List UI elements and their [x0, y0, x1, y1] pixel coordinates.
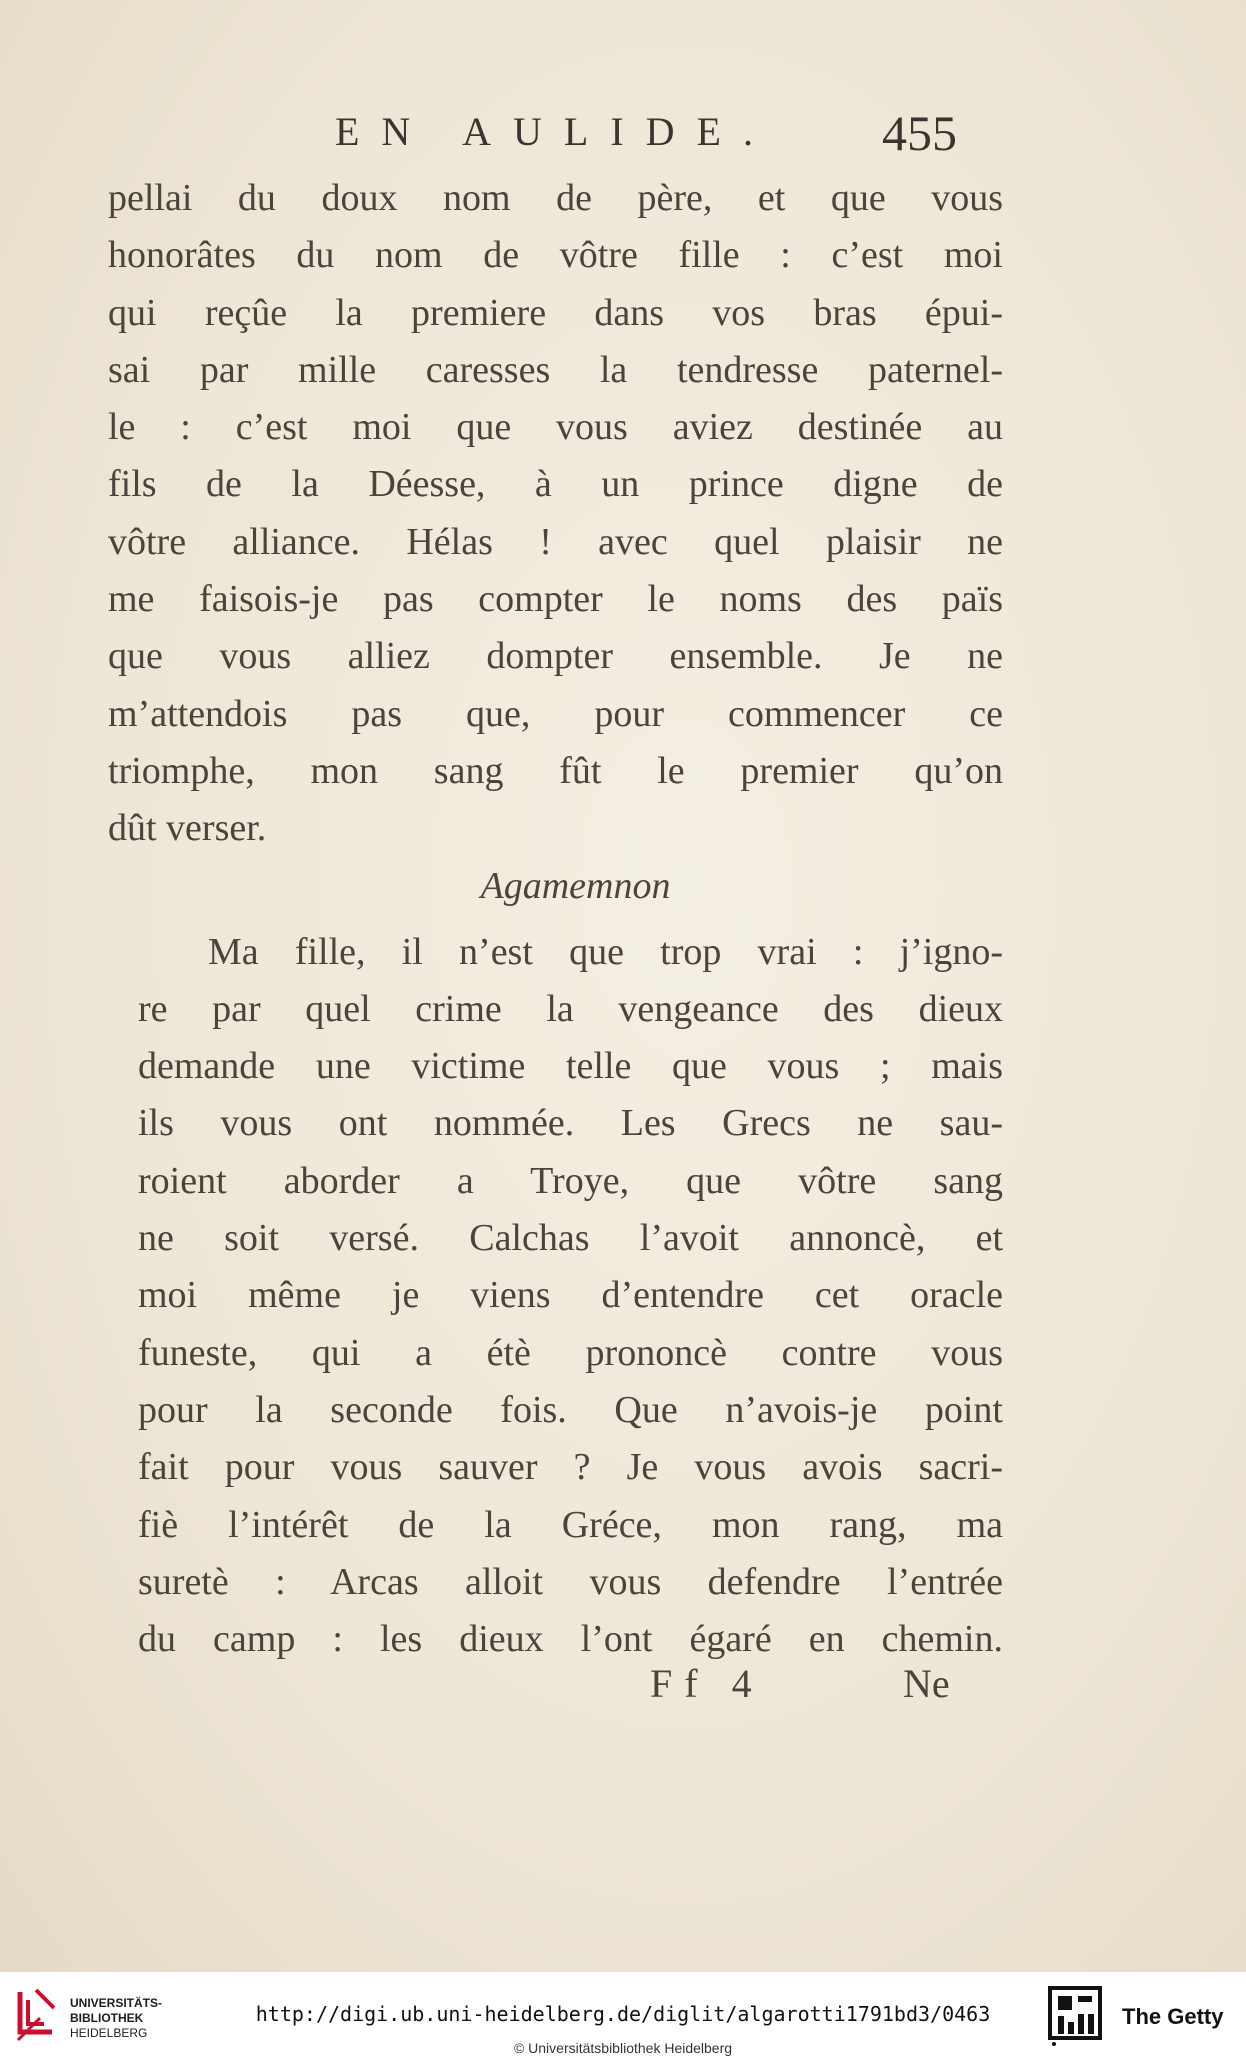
- text-line: roient aborder a Troye, que vôtre sang: [138, 1159, 1003, 1202]
- text-line: moi même je viens d’entendre cet oracle: [138, 1274, 1003, 1317]
- text-line: sai par mille caresses la tendresse paternel-: [108, 348, 1003, 391]
- library-name-line: BIBLIOTHEK: [70, 2011, 144, 2025]
- running-head: EN AULIDE.: [335, 109, 775, 154]
- text-line: fait pour vous sauver ? Je vous avois sacri-: [138, 1446, 1003, 1489]
- text-line: le : c’est moi que vous aviez destinée au: [108, 406, 1003, 449]
- text-line: demande une victime telle que vous ; mais: [138, 1045, 1003, 1088]
- text-block: [108, 170, 1003, 1668]
- footer-bar: [0, 1972, 1246, 2064]
- page-number: 455: [882, 105, 957, 161]
- getty-label: The Getty: [1122, 2004, 1224, 2029]
- text-line: ils vous ont nommée. Les Grecs ne sau-: [138, 1102, 1003, 1145]
- text-line: m’attendois pas que, pour commencer ce: [108, 692, 1003, 735]
- permalink-url[interactable]: http://digi.ub.uni-heidelberg.de/diglit/algarotti1791bd3/0463: [255, 2002, 991, 2026]
- copyright-notice: © Universitätsbibliothek Heidelberg: [513, 2040, 733, 2056]
- text-line: Ma fille, il n’est que trop vrai : j’igno-: [208, 930, 1003, 973]
- catchword: Ne: [903, 1661, 950, 1706]
- text-line: fils de la Déesse, à un prince digne de: [108, 463, 1003, 506]
- text-line: que vous alliez dompter ensemble. Je ne: [108, 635, 1003, 678]
- signature-line: [0, 1660, 1246, 1720]
- text-line: pellai du doux nom de père, et que vous: [108, 177, 1003, 219]
- page-header: [0, 105, 1246, 168]
- text-line: vôtre alliance. Hélas ! avec quel plaisir ne: [108, 520, 1003, 563]
- text-line: dût verser.: [108, 807, 267, 850]
- text-line: honorâtes du nom de vôtre fille : c’est moi: [108, 234, 1003, 277]
- text-line: ne soit versé. Calchas l’avoit annoncè, et: [138, 1217, 1003, 1260]
- paragraph-1: [108, 170, 1003, 858]
- text-line: triomphe, mon sang fût le premier qu’on: [108, 749, 1003, 792]
- library-name-line: HEIDELBERG: [70, 2026, 148, 2040]
- text-line: re par quel crime la vengeance des dieux: [138, 987, 1003, 1030]
- text-line: du camp : les dieux l’ont égaré en chemin.: [138, 1618, 1003, 1661]
- text-line: qui reçûe la premiere dans vos bras épui-: [108, 291, 1003, 334]
- text-line: pour la seconde fois. Que n’avois-je point: [138, 1388, 1003, 1431]
- text-line: suretè : Arcas alloit vous defendre l’entrée: [138, 1560, 1003, 1603]
- text-line: funeste, qui a étè prononcè contre vous: [138, 1331, 1003, 1374]
- text-line: me faisois-je pas compter le noms des païs: [108, 578, 1003, 621]
- printer-signature: Ff 4: [650, 1661, 764, 1706]
- getty-logo-icon: [1048, 1986, 1102, 2048]
- paragraph-2: [108, 924, 1003, 1669]
- library-name-line: UNIVERSITÄTS-: [70, 1996, 163, 2010]
- text-line: fiè l’intérêt de la Gréce, mon rang, ma: [138, 1503, 1003, 1546]
- speaker-name: Agamemnon: [480, 864, 671, 907]
